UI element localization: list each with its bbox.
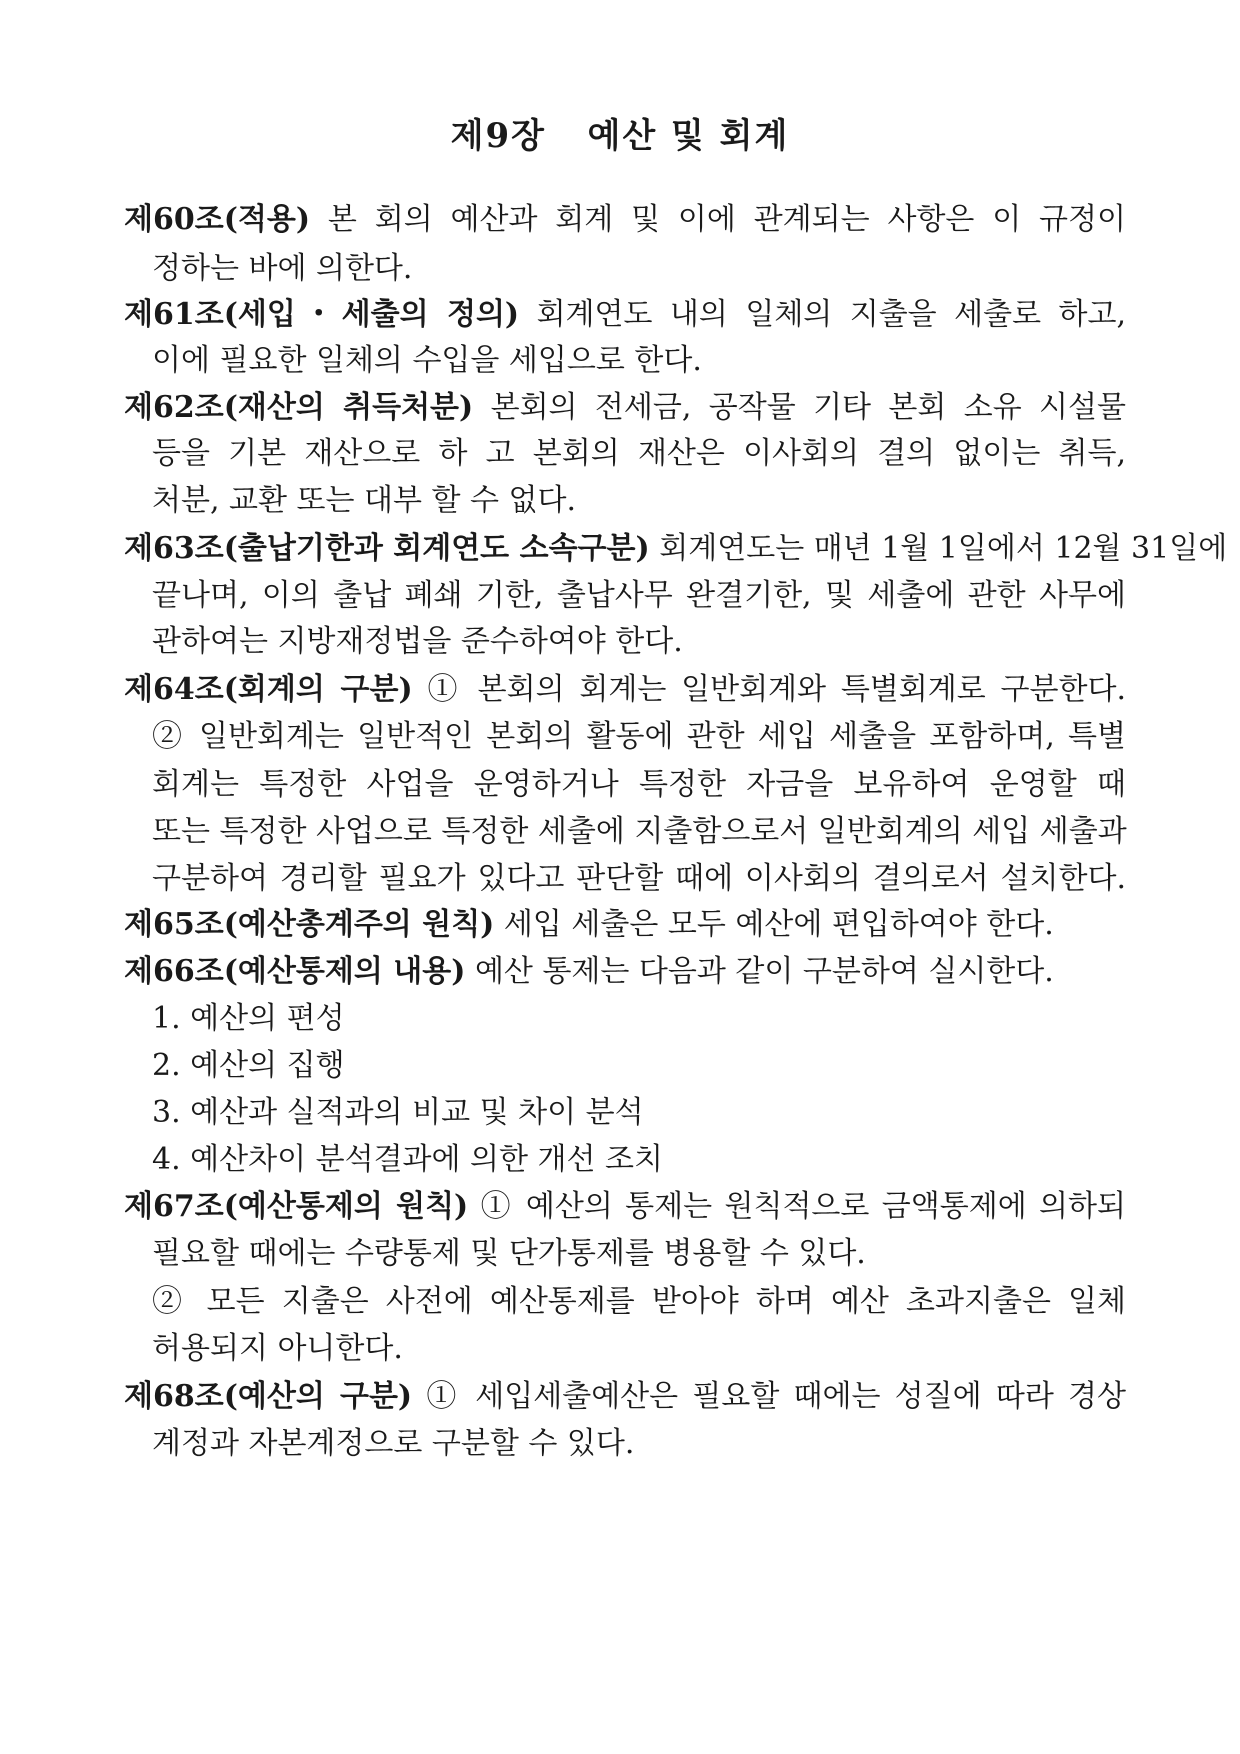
article-64-text: ① 본회의 회계는 일반회계와 특별회계로 구분한다. <box>412 672 1126 707</box>
article-68-line-2: 계정과 자본계정으로 구분할 수 있다. <box>152 1426 635 1461</box>
article-65-line-1 <box>124 905 1126 945</box>
article-65-heading: 제65조(예산총계주의 원칙) <box>124 907 495 942</box>
article-61-line-2: 이에 필요한 일체의 수입을 세입으로 한다. <box>152 343 702 378</box>
article-64-line-5: 구분하여 경리할 필요가 있다고 판단할 때에 이사회의 결의로서 설치한다. <box>152 861 1126 896</box>
article-64-line-2: ② 일반회계는 일반적인 본회의 활동에 관한 세입 세출을 포함하며, 특별 <box>152 719 1126 754</box>
article-60-text: 본 회의 예산과 회계 및 이에 관계되는 사항은 이 규정이 <box>310 202 1126 237</box>
article-62-line-2: 등을 기본 재산으로 하 고 본회의 재산은 이사회의 결의 없이는 취득, <box>152 436 1126 471</box>
article-61-line-1 <box>124 295 1126 335</box>
article-66-item-2: 2. 예산의 집행 <box>152 1048 345 1083</box>
article-63-line-1 <box>124 529 1228 569</box>
article-63-text: 회계연도는 매년 1월 1일에서 12월 31일에 <box>649 531 1228 566</box>
article-67-line-3: ② 모든 지출은 사전에 예산통제를 받아야 하며 예산 초과지출은 일체 <box>152 1284 1126 1319</box>
article-66-item-4: 4. 예산차이 분석결과에 의한 개선 조치 <box>152 1142 664 1177</box>
article-66-text: 예산 통제는 다음과 같이 구분하여 실시한다. <box>465 954 1054 989</box>
article-65-text: 세입 세출은 모두 예산에 편입하여야 한다. <box>494 907 1054 942</box>
article-68-heading: 제68조(예산의 구분) <box>124 1379 413 1414</box>
article-68-line-1 <box>124 1377 1126 1417</box>
article-64-heading: 제64조(회계의 구분) <box>124 672 413 707</box>
article-67-line-4: 허용되지 아니한다. <box>152 1331 403 1366</box>
article-63-line-2: 끝나며, 이의 출납 폐쇄 기한, 출납사무 완결기한, 및 세출에 관한 사무에 <box>152 578 1126 613</box>
article-63-heading: 제63조(출납기한과 회계연도 소속구분) <box>124 531 650 566</box>
chapter-title: 제9장 예산 및 회계 <box>450 116 790 156</box>
article-63-line-3: 관하여는 지방재정법을 준수하여야 한다. <box>152 624 683 659</box>
article-66-heading: 제66조(예산통제의 내용) <box>124 954 466 989</box>
article-60-line-2: 정하는 바에 의한다. <box>152 251 413 286</box>
article-64-line-4: 또는 특정한 사업으로 특정한 세출에 지출함으로서 일반회계의 세입 세출과 <box>152 814 1127 849</box>
article-68-text: ① 세입세출예산은 필요할 때에는 성질에 따라 경상 <box>412 1379 1126 1414</box>
article-66-item-3: 3. 예산과 실적과의 비교 및 차이 분석 <box>152 1095 644 1130</box>
article-67-line-1 <box>124 1187 1126 1227</box>
article-67-text: ① 예산의 통제는 원칙적으로 금액통제에 의하되 <box>468 1189 1126 1224</box>
article-61-text: 회계연도 내의 일체의 지출을 세출로 하고, <box>519 297 1126 332</box>
article-60-line-1 <box>124 200 1126 240</box>
article-67-line-2: 필요할 때에는 수량통제 및 단가통제를 병용할 수 있다. <box>152 1236 866 1271</box>
article-62-line-3: 처분, 교환 또는 대부 할 수 없다. <box>152 483 577 518</box>
article-66-item-1: 1. 예산의 편성 <box>152 1001 345 1036</box>
article-60-heading: 제60조(적용) <box>124 202 311 237</box>
article-62-line-1 <box>124 388 1126 428</box>
article-66-line-1 <box>124 952 1126 992</box>
article-64-line-1 <box>124 670 1126 710</box>
article-67-heading: 제67조(예산통제의 원칙) <box>124 1189 469 1224</box>
article-61-heading: 제61조(세입・세출의 정의) <box>124 297 520 332</box>
article-64-line-3: 회계는 특정한 사업을 운영하거나 특정한 자금을 보유하여 운영할 때 <box>152 767 1126 802</box>
article-62-text: 본회의 전세금, 공작물 기타 본회 소유 시설물 <box>473 390 1126 425</box>
article-62-heading: 제62조(재산의 취득처분) <box>124 390 474 425</box>
